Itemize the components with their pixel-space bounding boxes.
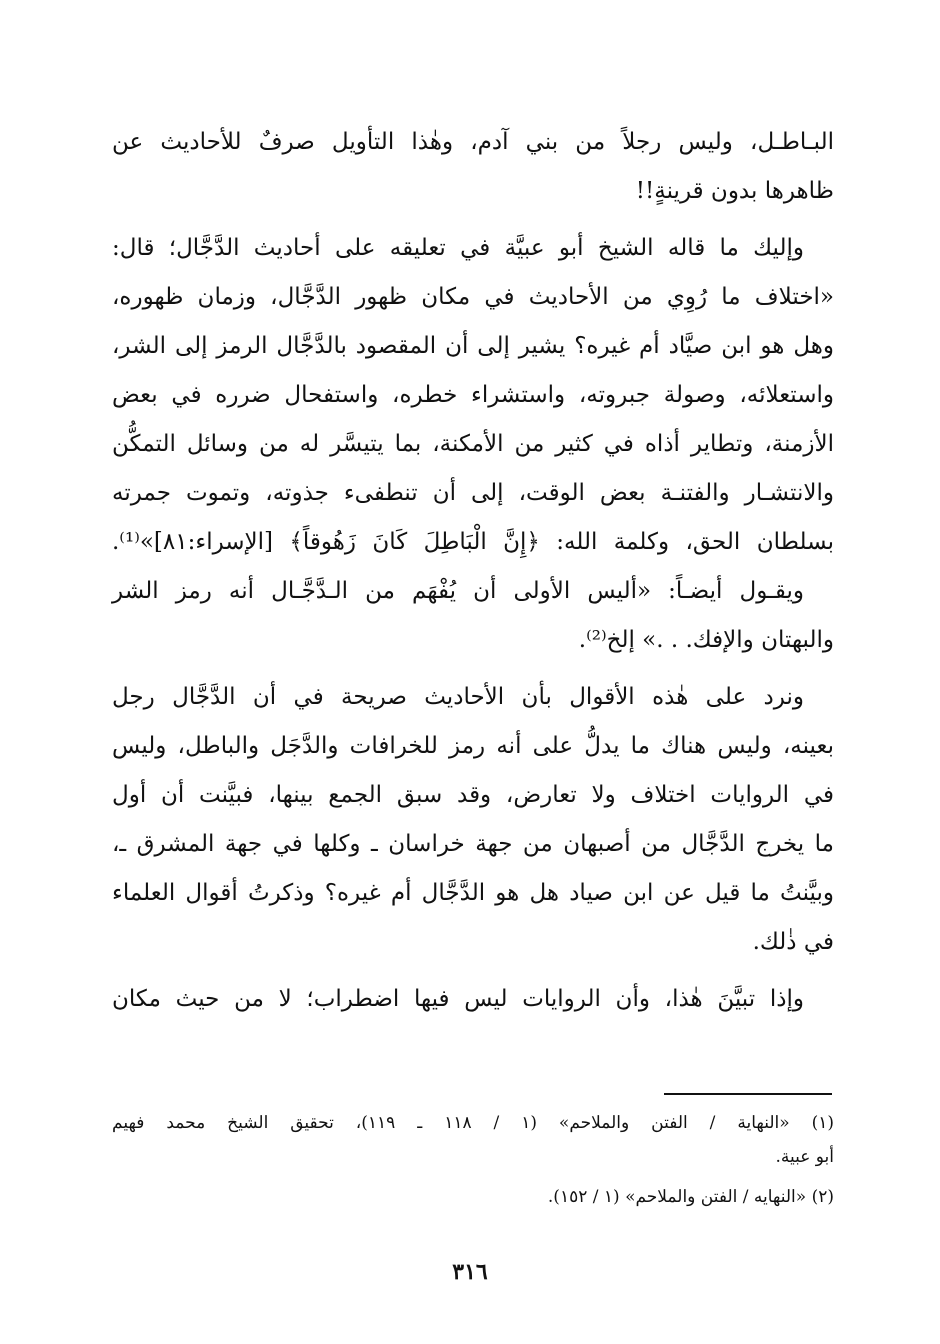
text-line: والانتشـار والفتنـة بعض الوقت، إلى أن تنطفىء جذوته، وتموت جمرته (112, 480, 834, 506)
text-line: بعينه، وليس هناك ما يدلُّ على أنه رمز للخرافات والدَّجَل والباطل، وليس (112, 733, 834, 759)
text-line: وبيَّنتُ ما قيل عن ابن صياد هل هو الدَّجَّال أم غيره؟ وذكرتُ أقوال العلماء (112, 880, 834, 906)
text-line: ونرد على هٰذه الأقوال بأن الأحاديث صريحة في أن الدَّجَّال رجل (112, 684, 804, 710)
text-line: والبهتان والإفك. . .» إلخ⁽²⁾. (578, 627, 834, 653)
text-line: الأزمنة، وتطاير أذاه في كثير من الأمكنة، بما يتيسَّر له من وسائل التمكُّن (112, 431, 834, 457)
text-line: وإليك ما قاله الشيخ أبو عبيَّة في تعليقه على أحاديث الدَّجَّال؛ قال: (112, 235, 804, 261)
text-line: وهل هو ابن صيَّاد أم غيره؟ يشير إلى أن المقصود بالدَّجَّال الرمز إلى الشر، (112, 333, 834, 359)
text-line: «اختلاف ما رُوِي من الأحاديث في مكان ظهور الدَّجَّال، وزمان ظهوره، (112, 284, 834, 310)
footnote-2: (٢) «النهايه / الفتن والملاحم» (١ / ١٥٢). (547, 1187, 834, 1207)
text-line: وإذا تبيَّنَ هٰذا، وأن الروايات ليس فيها اضطراب؛ لا من حيث مكان (112, 986, 804, 1012)
text-line: ويقـول أيضـاً: «أليس الأولى أن يُفْهَم من الـدَّجَّـال أنه رمز الشر (112, 578, 804, 604)
text-line: بسلطان الحق، وكلمة الله: ﴿إِنَّ الْبَاطِلَ كَانَ زَهُوقاً﴾ [الإسراء:٨١]»⁽¹⁾. (112, 529, 834, 555)
text-line: في ذٰلك. (752, 929, 834, 955)
footnote-1-continued: أبو عبية. (775, 1147, 834, 1167)
main-text (112, 118, 834, 1024)
text-line: واستعلائه، وصولة جبروته، واستشراء خطره، واستفحال ضرره في بعض (112, 382, 834, 408)
text-line: في الروايات اختلاف ولا تعارض، وقد سبق الجمع بينها، فبيَّنت أن أول (112, 782, 834, 808)
footnote-separator (664, 1093, 832, 1095)
text-line: ما يخرج الدَّجَّال من أصبهان من جهة خراسان ـ وكلها في جهة المشرق ـ، (112, 831, 834, 857)
text-line: ظاهرها بدون قرينةٍ!! (635, 178, 834, 204)
text-line: البـاطـل، وليس رجلاً من بني آدم، وهٰذا التأويل صرفٌ للأحاديث عن (112, 129, 834, 155)
footnote-1: (١) «النهاية / الفتن والملاحم» (١ / ١١٨ ـ ١١٩)، تحقيق الشيخ محمد فهيم (112, 1113, 834, 1133)
footnotes (112, 1106, 834, 1214)
page-number: ٣١٦ (452, 1259, 488, 1285)
